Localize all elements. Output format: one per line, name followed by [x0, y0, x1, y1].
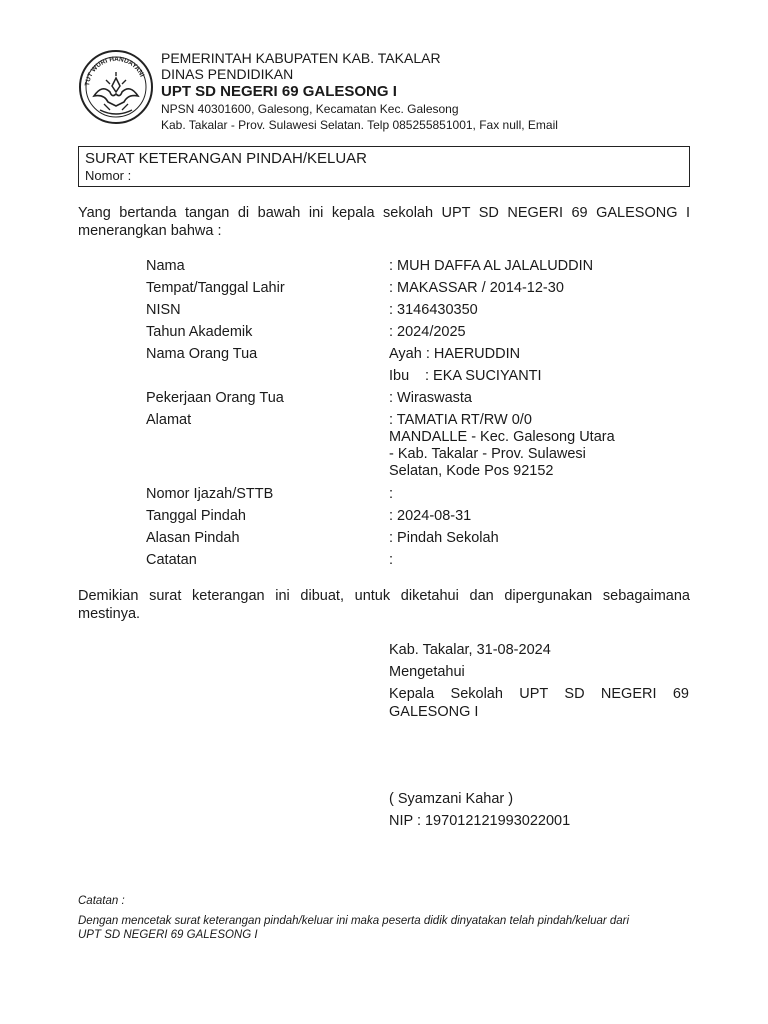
closing-paragraph — [78, 587, 690, 623]
field-value: : 2024/2025 — [389, 324, 466, 340]
footer-note-line-1: Dengan mencetak surat keterangan pindah/keluar ini maka peserta didik dinyatakan telah pindah/keluar dari — [78, 915, 630, 927]
alamat-line-3: - Kab. Takalar - Prov. Sulawesi — [389, 446, 586, 462]
field-value: : — [389, 486, 394, 502]
intro-line-1: Yang bertanda tangan di bawah ini kepala sekolah UPT SD NEGERI 69 GALESONG I — [78, 205, 690, 221]
letterhead-address: Kab. Takalar - Prov. Sulawesi Selatan. Telp 085255851001, Fax null, Email — [161, 118, 558, 132]
tut-wuri-handayani-logo — [76, 48, 156, 126]
intro-line-2: menerangkan bahwa : — [78, 223, 222, 239]
letterhead-school-name: UPT SD NEGERI 69 GALESONG I — [161, 83, 397, 100]
letterhead-government: PEMERINTAH KABUPATEN KAB. TAKALAR — [161, 50, 441, 66]
signature-place-date: Kab. Takalar, 31-08-2024 — [389, 642, 551, 658]
signature-mengetahui: Mengetahui — [389, 664, 465, 680]
field-value: : Wiraswasta — [389, 390, 472, 406]
signature-name: ( Syamzani Kahar ) — [389, 791, 514, 807]
intro-paragraph — [78, 204, 690, 240]
closing-line-2: mestinya. — [78, 606, 141, 622]
field-label-ibu: Ibu — [389, 368, 410, 384]
signature-nip: NIP : 197012121993022001 — [389, 813, 571, 829]
field-label: Tahun Akademik — [146, 324, 253, 340]
field-label: Catatan — [146, 552, 197, 568]
field-label: Tanggal Pindah — [146, 508, 246, 524]
field-value-ayah: Ayah : HAERUDDIN — [389, 346, 521, 362]
field-value-ibu: : EKA SUCIYANTI — [425, 368, 542, 384]
footer-note-label: Catatan : — [78, 895, 125, 907]
field-value: : MUH DAFFA AL JALALUDDIN — [389, 258, 594, 274]
field-label: Nama — [146, 258, 185, 274]
field-label: Tempat/Tanggal Lahir — [146, 280, 285, 296]
logo-text: TUT WURI HANDAYANI — [84, 55, 146, 87]
signature-position-line-2: GALESONG I — [389, 704, 479, 720]
field-label: NISN — [146, 302, 181, 318]
alamat-line-2: MANDALLE - Kec. Galesong Utara — [389, 429, 615, 445]
closing-line-1: Demikian surat keterangan ini dibuat, untuk diketahui dan dipergunakan sebagaimana — [78, 588, 690, 604]
footer-note-text — [78, 914, 693, 942]
field-label: Nomor Ijazah/STTB — [146, 486, 274, 502]
field-label: Pekerjaan Orang Tua — [146, 390, 284, 406]
field-value: : MAKASSAR / 2014-12-30 — [389, 280, 564, 296]
signature-block — [389, 641, 689, 721]
document-title: SURAT KETERANGAN PINDAH/KELUAR — [85, 150, 368, 167]
field-value: : 2024-08-31 — [389, 508, 472, 524]
letterhead-npsn: NPSN 40301600, Galesong, Kecamatan Kec. Galesong — [161, 102, 459, 116]
field-value: : — [389, 552, 394, 568]
field-value: : Pindah Sekolah — [389, 530, 499, 546]
footer-note-line-2: UPT SD NEGERI 69 GALESONG I — [78, 929, 258, 941]
field-label: Alasan Pindah — [146, 530, 240, 546]
signature-position — [389, 685, 689, 721]
field-value: : 3146430350 — [389, 302, 478, 318]
letterhead-department: DINAS PENDIDIKAN — [161, 66, 294, 82]
alamat-line-4: Selatan, Kode Pos 92152 — [389, 463, 554, 479]
alamat-line-1: : TAMATIA RT/RW 0/0 — [389, 412, 532, 428]
signature-position-line-1: Kepala Sekolah UPT SD NEGERI 69 — [389, 686, 689, 702]
field-value-alamat — [389, 412, 639, 480]
title-box — [78, 146, 690, 187]
field-label: Nama Orang Tua — [146, 346, 258, 362]
document-number: Nomor : — [85, 168, 132, 183]
field-label: Alamat — [146, 412, 192, 428]
letterhead — [161, 50, 721, 133]
